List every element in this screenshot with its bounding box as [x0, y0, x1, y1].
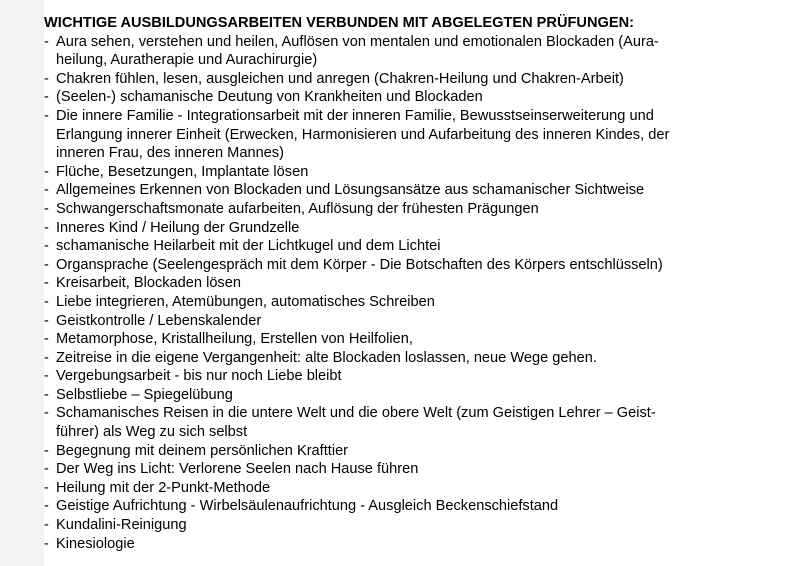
list-item — [44, 219, 784, 238]
list-item-text: Allgemeines Erkennen von Blockaden und Lösungsansätze aus schamanischer Sichtweise — [56, 182, 645, 199]
bullet-dash: - — [44, 368, 49, 385]
list-item — [44, 460, 784, 479]
bullet-dash: - — [44, 238, 49, 255]
list-item-text: Liebe integrieren, Atemübungen, automatisches Schreiben — [56, 293, 435, 310]
bullet-dash: - — [44, 461, 49, 478]
list-item — [44, 107, 784, 163]
list-item — [44, 386, 784, 405]
list-item-text: Kundalini-Reinigung — [56, 517, 187, 534]
bullet-dash: - — [44, 219, 49, 236]
bullet-dash: - — [44, 70, 49, 87]
list-item-text: Schamanisches Reisen in die untere Welt und die obere Welt (zum Geistigen Lehrer – Geist- führer) als Weg zu sich selbst — [56, 405, 656, 441]
bullet-dash: - — [44, 89, 49, 106]
list-item-text: Vergebungsarbeit - bis nur noch Liebe bleibt — [56, 368, 342, 385]
list-item-text: Flüche, Besetzungen, Implantate lösen — [56, 163, 309, 180]
bullet-dash: - — [44, 331, 49, 348]
list-item — [44, 70, 784, 89]
bullet-dash: - — [44, 107, 49, 124]
list-item-text: Der Weg ins Licht: Verlorene Seelen nach Hause führen — [56, 461, 419, 478]
list-item — [44, 516, 784, 535]
list-item — [44, 367, 784, 386]
list-item-text: Schwangerschaftsmonate aufarbeiten, Auflösung der frühesten Prägungen — [56, 200, 539, 217]
list-item-text: Geistkontrolle / Lebenskalender — [56, 312, 262, 329]
list-item-text: Begegnung mit deinem persönlichen Krafttier — [56, 442, 349, 459]
list-item — [44, 349, 784, 368]
bullet-dash: - — [44, 182, 49, 199]
bullet-dash: - — [44, 163, 49, 180]
list-item — [44, 497, 784, 516]
list-item-text: Aura sehen, verstehen und heilen, Auflösen von mentalen und emotionalen Blockaden (Aura- heilung, Auratherapie und Aurachirurgie) — [56, 33, 659, 69]
list-item — [44, 274, 784, 293]
document-body — [44, 14, 784, 553]
training-list — [44, 33, 784, 554]
list-item-text: Inneres Kind / Heilung der Grundzelle — [56, 219, 300, 236]
list-item-text: Kreisarbeit, Blockaden lösen — [56, 275, 241, 292]
bullet-dash: - — [44, 256, 49, 273]
list-item-text: Zeitreise in die eigene Vergangenheit: alte Blockaden loslassen, neue Wege gehen. — [56, 349, 597, 366]
list-item-text: Kinesiologie — [56, 535, 135, 552]
list-item-text: Chakren fühlen, lesen, ausgleichen und anregen (Chakren-Heilung und Chakren-Arbeit) — [56, 70, 624, 87]
list-item — [44, 33, 784, 70]
list-item-text: Organsprache (Seelengespräch mit dem Körper - Die Botschaften des Körpers entschlüsseln) — [56, 256, 663, 273]
list-item-text: schamanische Heilarbeit mit der Lichtkugel und dem Lichtei — [56, 238, 441, 255]
list-item-text: Die innere Familie - Integrationsarbeit mit der inneren Familie, Bewusstseinserweiterung und Erlangung innerer Einheit (Erwecken, Harmonisieren und Aufarbeitung des inneren Kindes, der inneren Frau, des inneren Mannes) — [56, 107, 670, 162]
list-item — [44, 330, 784, 349]
bullet-dash: - — [44, 33, 49, 50]
bullet-dash: - — [44, 200, 49, 217]
list-item — [44, 442, 784, 461]
list-item — [44, 256, 784, 275]
bullet-dash: - — [44, 386, 49, 403]
bullet-dash: - — [44, 442, 49, 459]
list-item — [44, 479, 784, 498]
list-item — [44, 404, 784, 441]
bullet-dash: - — [44, 517, 49, 534]
list-item — [44, 312, 784, 331]
list-item — [44, 88, 784, 107]
list-item — [44, 535, 784, 554]
bullet-dash: - — [44, 293, 49, 310]
bullet-dash: - — [44, 535, 49, 552]
bullet-dash: - — [44, 479, 49, 496]
page-margin-strip — [0, 0, 44, 566]
list-item — [44, 237, 784, 256]
bullet-dash: - — [44, 498, 49, 515]
bullet-dash: - — [44, 405, 49, 422]
list-item-text: (Seelen-) schamanische Deutung von Krankheiten und Blockaden — [56, 89, 483, 106]
list-item-text: Geistige Aufrichtung - Wirbelsäulenaufrichtung - Ausgleich Beckenschiefstand — [56, 498, 559, 515]
list-item-text: Metamorphose, Kristallheilung, Erstellen von Heilfolien, — [56, 331, 413, 348]
list-item — [44, 293, 784, 312]
list-item — [44, 163, 784, 182]
list-item-text: Selbstliebe – Spiegelübung — [56, 386, 233, 403]
document-heading: WICHTIGE AUSBILDUNGSARBEITEN VERBUNDEN MIT ABGELEGTEN PRÜFUNGEN: — [44, 15, 634, 31]
bullet-dash: - — [44, 312, 49, 329]
list-item-text: Heilung mit der 2-Punkt-Methode — [56, 479, 271, 496]
list-item — [44, 181, 784, 200]
bullet-dash: - — [44, 349, 49, 366]
bullet-dash: - — [44, 275, 49, 292]
list-item — [44, 200, 784, 219]
